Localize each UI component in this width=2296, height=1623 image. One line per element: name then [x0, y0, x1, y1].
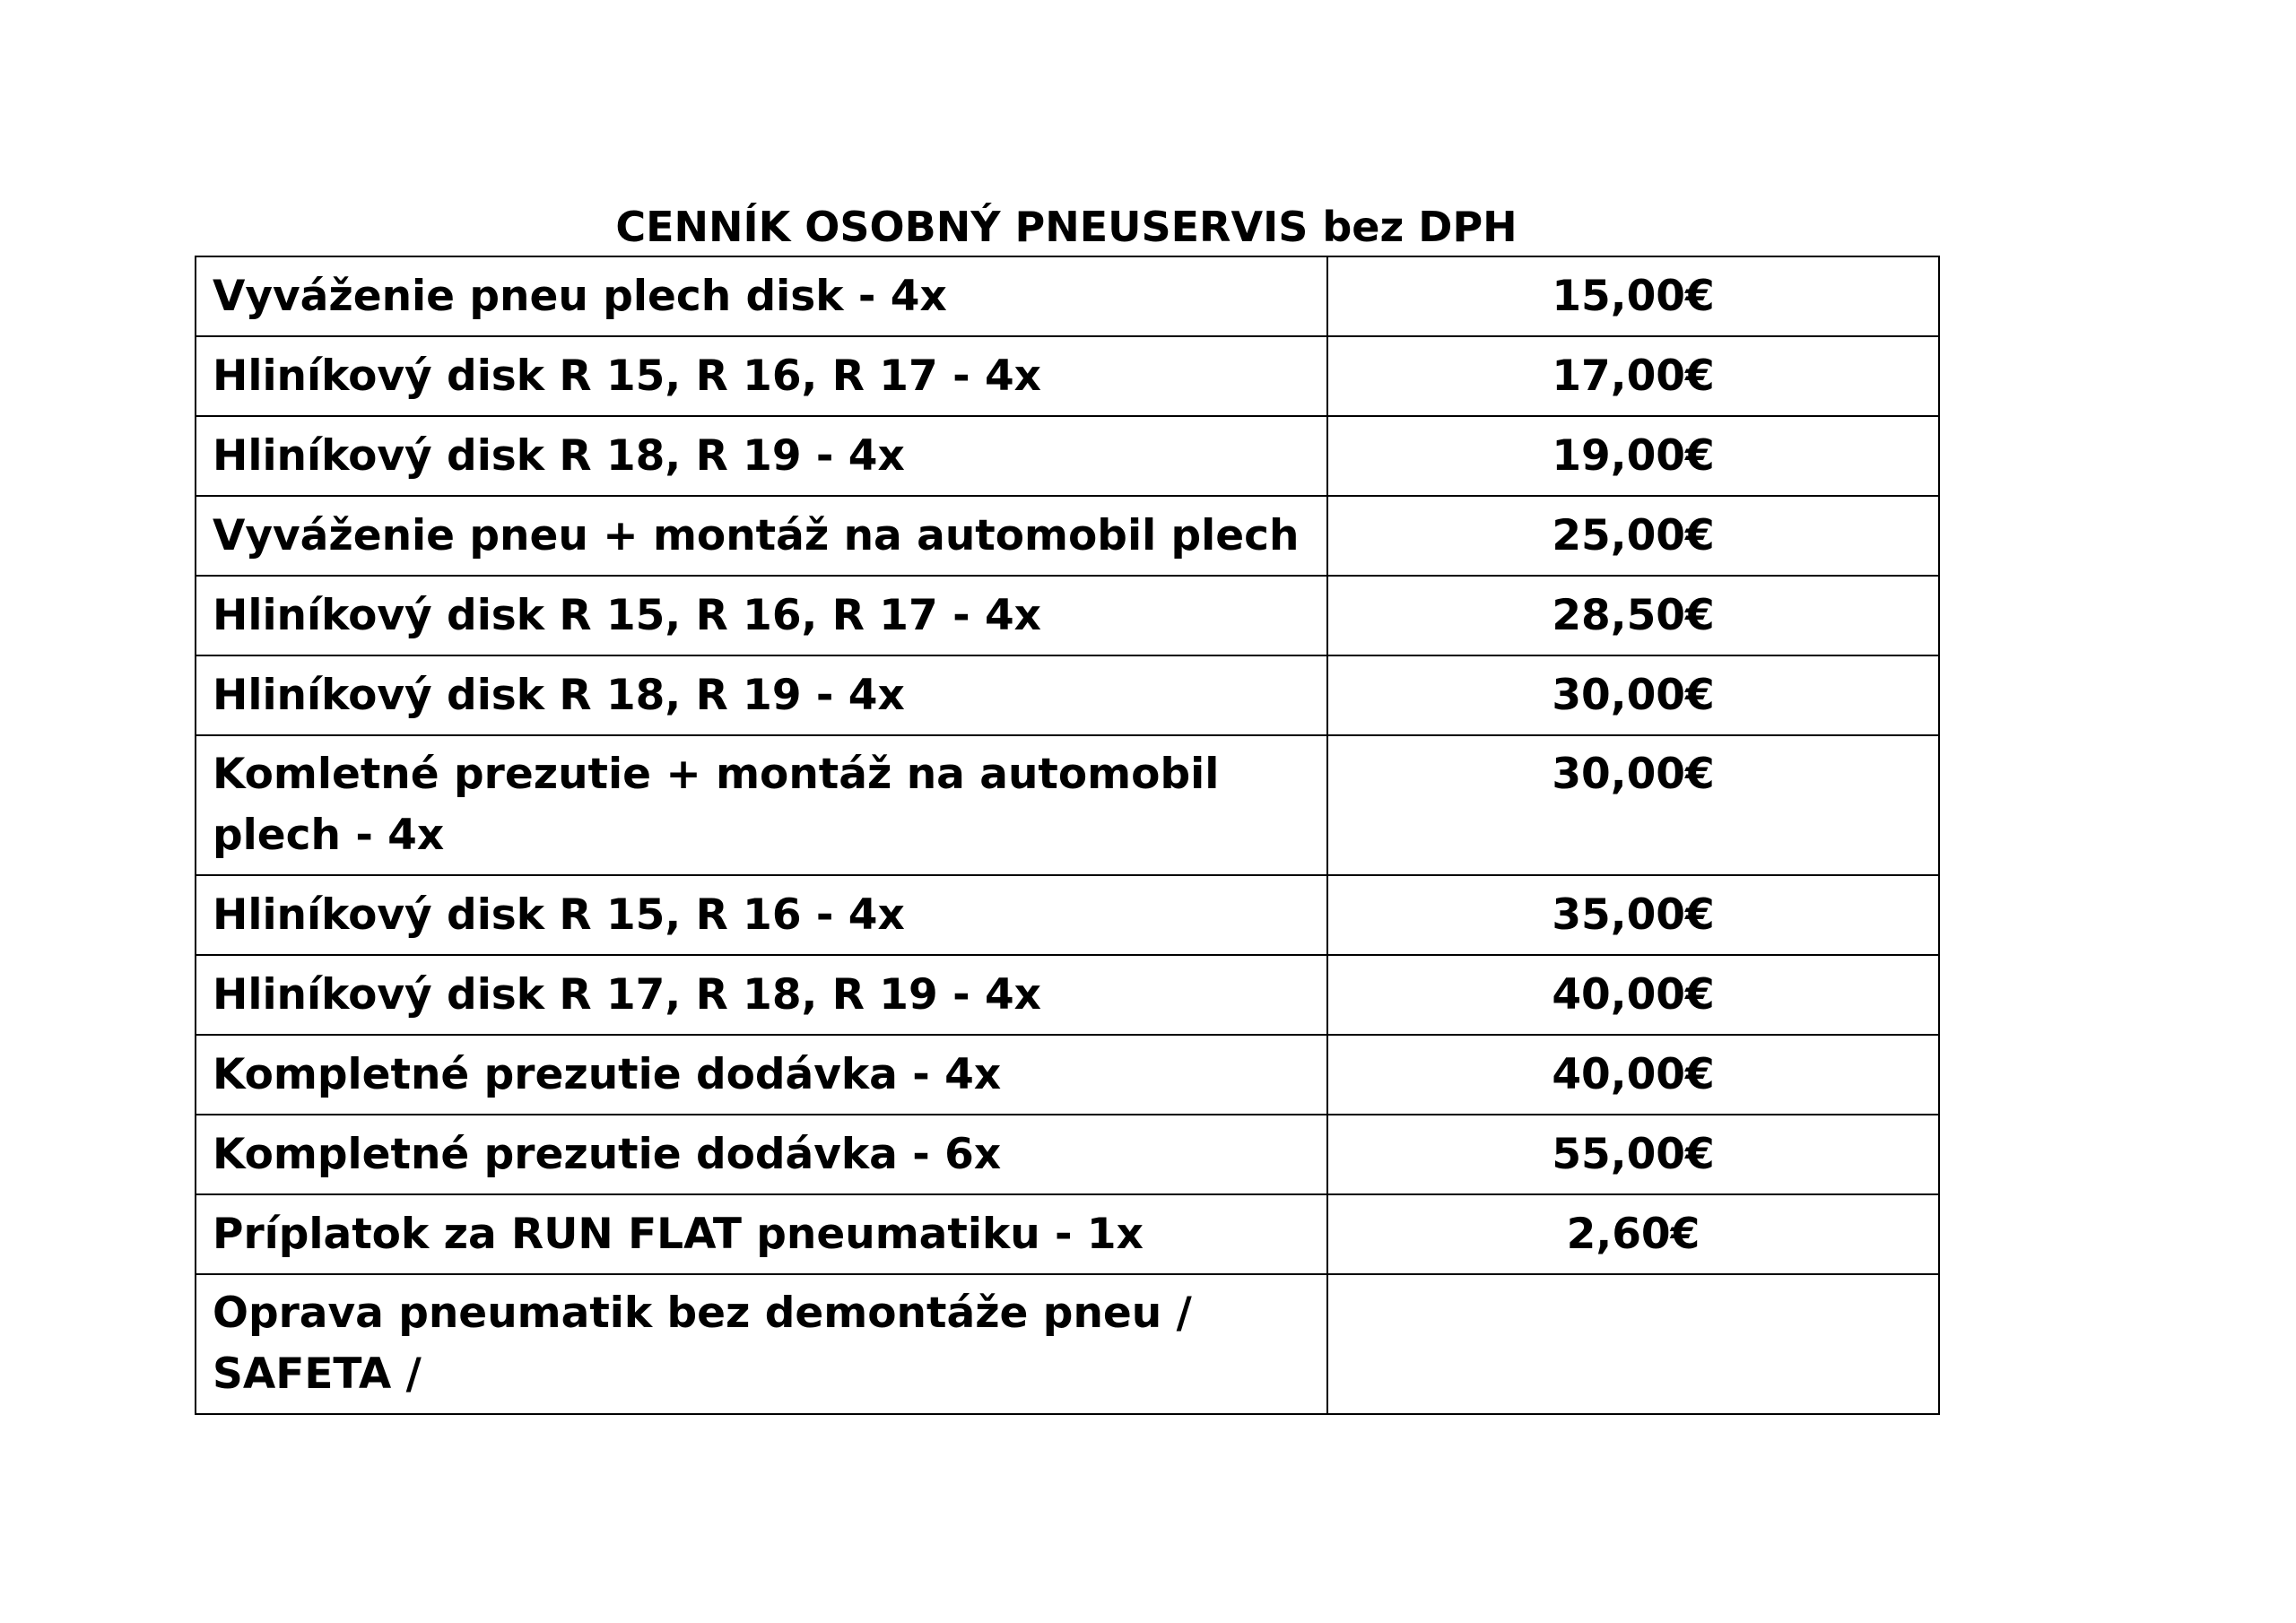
service-cell: Hliníkový disk R 15, R 16, R 17 - 4x: [196, 336, 1327, 416]
service-cell: Vyváženie pneu plech disk - 4x: [196, 256, 1327, 336]
price-cell: 30,00€: [1327, 735, 1939, 875]
table-row: [196, 256, 1939, 336]
page-title: CENNÍK OSOBNÝ PNEUSERVIS bez DPH: [615, 203, 1518, 251]
table-row: [196, 1035, 1939, 1115]
service-cell: Hliníkový disk R 17, R 18, R 19 - 4x: [196, 955, 1327, 1035]
service-cell: Príplatok za RUN FLAT pneumatiku - 1x: [196, 1194, 1327, 1274]
service-cell: Hliníkový disk R 15, R 16 - 4x: [196, 875, 1327, 955]
price-cell: 55,00€: [1327, 1115, 1939, 1194]
service-cell: Oprava pneumatik bez demontáže pneu / SAFETA /: [196, 1274, 1327, 1414]
price-cell: 25,00€: [1327, 496, 1939, 576]
table-row: [196, 496, 1939, 576]
service-cell: Kompletné prezutie dodávka - 4x: [196, 1035, 1327, 1115]
table-row: [196, 576, 1939, 655]
price-cell: 35,00€: [1327, 875, 1939, 955]
service-cell: Vyváženie pneu + montáž na automobil plech: [196, 496, 1327, 576]
table-row: [196, 1274, 1939, 1414]
table-row: [196, 336, 1939, 416]
service-cell: Kompletné prezutie dodávka - 6x: [196, 1115, 1327, 1194]
price-cell: 40,00€: [1327, 1035, 1939, 1115]
price-cell: 17,00€: [1327, 336, 1939, 416]
table-row: [196, 735, 1939, 875]
price-cell: 19,00€: [1327, 416, 1939, 496]
table-row: [196, 655, 1939, 735]
price-cell: 15,00€: [1327, 256, 1939, 336]
price-cell: [1327, 1274, 1939, 1414]
service-cell: Hliníkový disk R 18, R 19 - 4x: [196, 655, 1327, 735]
price-cell: 30,00€: [1327, 655, 1939, 735]
table-row: [196, 416, 1939, 496]
table-row: [196, 1115, 1939, 1194]
price-cell: 2,60€: [1327, 1194, 1939, 1274]
table-row: [196, 955, 1939, 1035]
table-row: [196, 875, 1939, 955]
price-cell: 40,00€: [1327, 955, 1939, 1035]
price-table: [195, 256, 1940, 1415]
service-cell: Hliníkový disk R 18, R 19 - 4x: [196, 416, 1327, 496]
service-cell: Komletné prezutie + montáž na automobil plech - 4x: [196, 735, 1327, 875]
service-cell: Hliníkový disk R 15, R 16, R 17 - 4x: [196, 576, 1327, 655]
table-row: [196, 1194, 1939, 1274]
price-cell: 28,50€: [1327, 576, 1939, 655]
